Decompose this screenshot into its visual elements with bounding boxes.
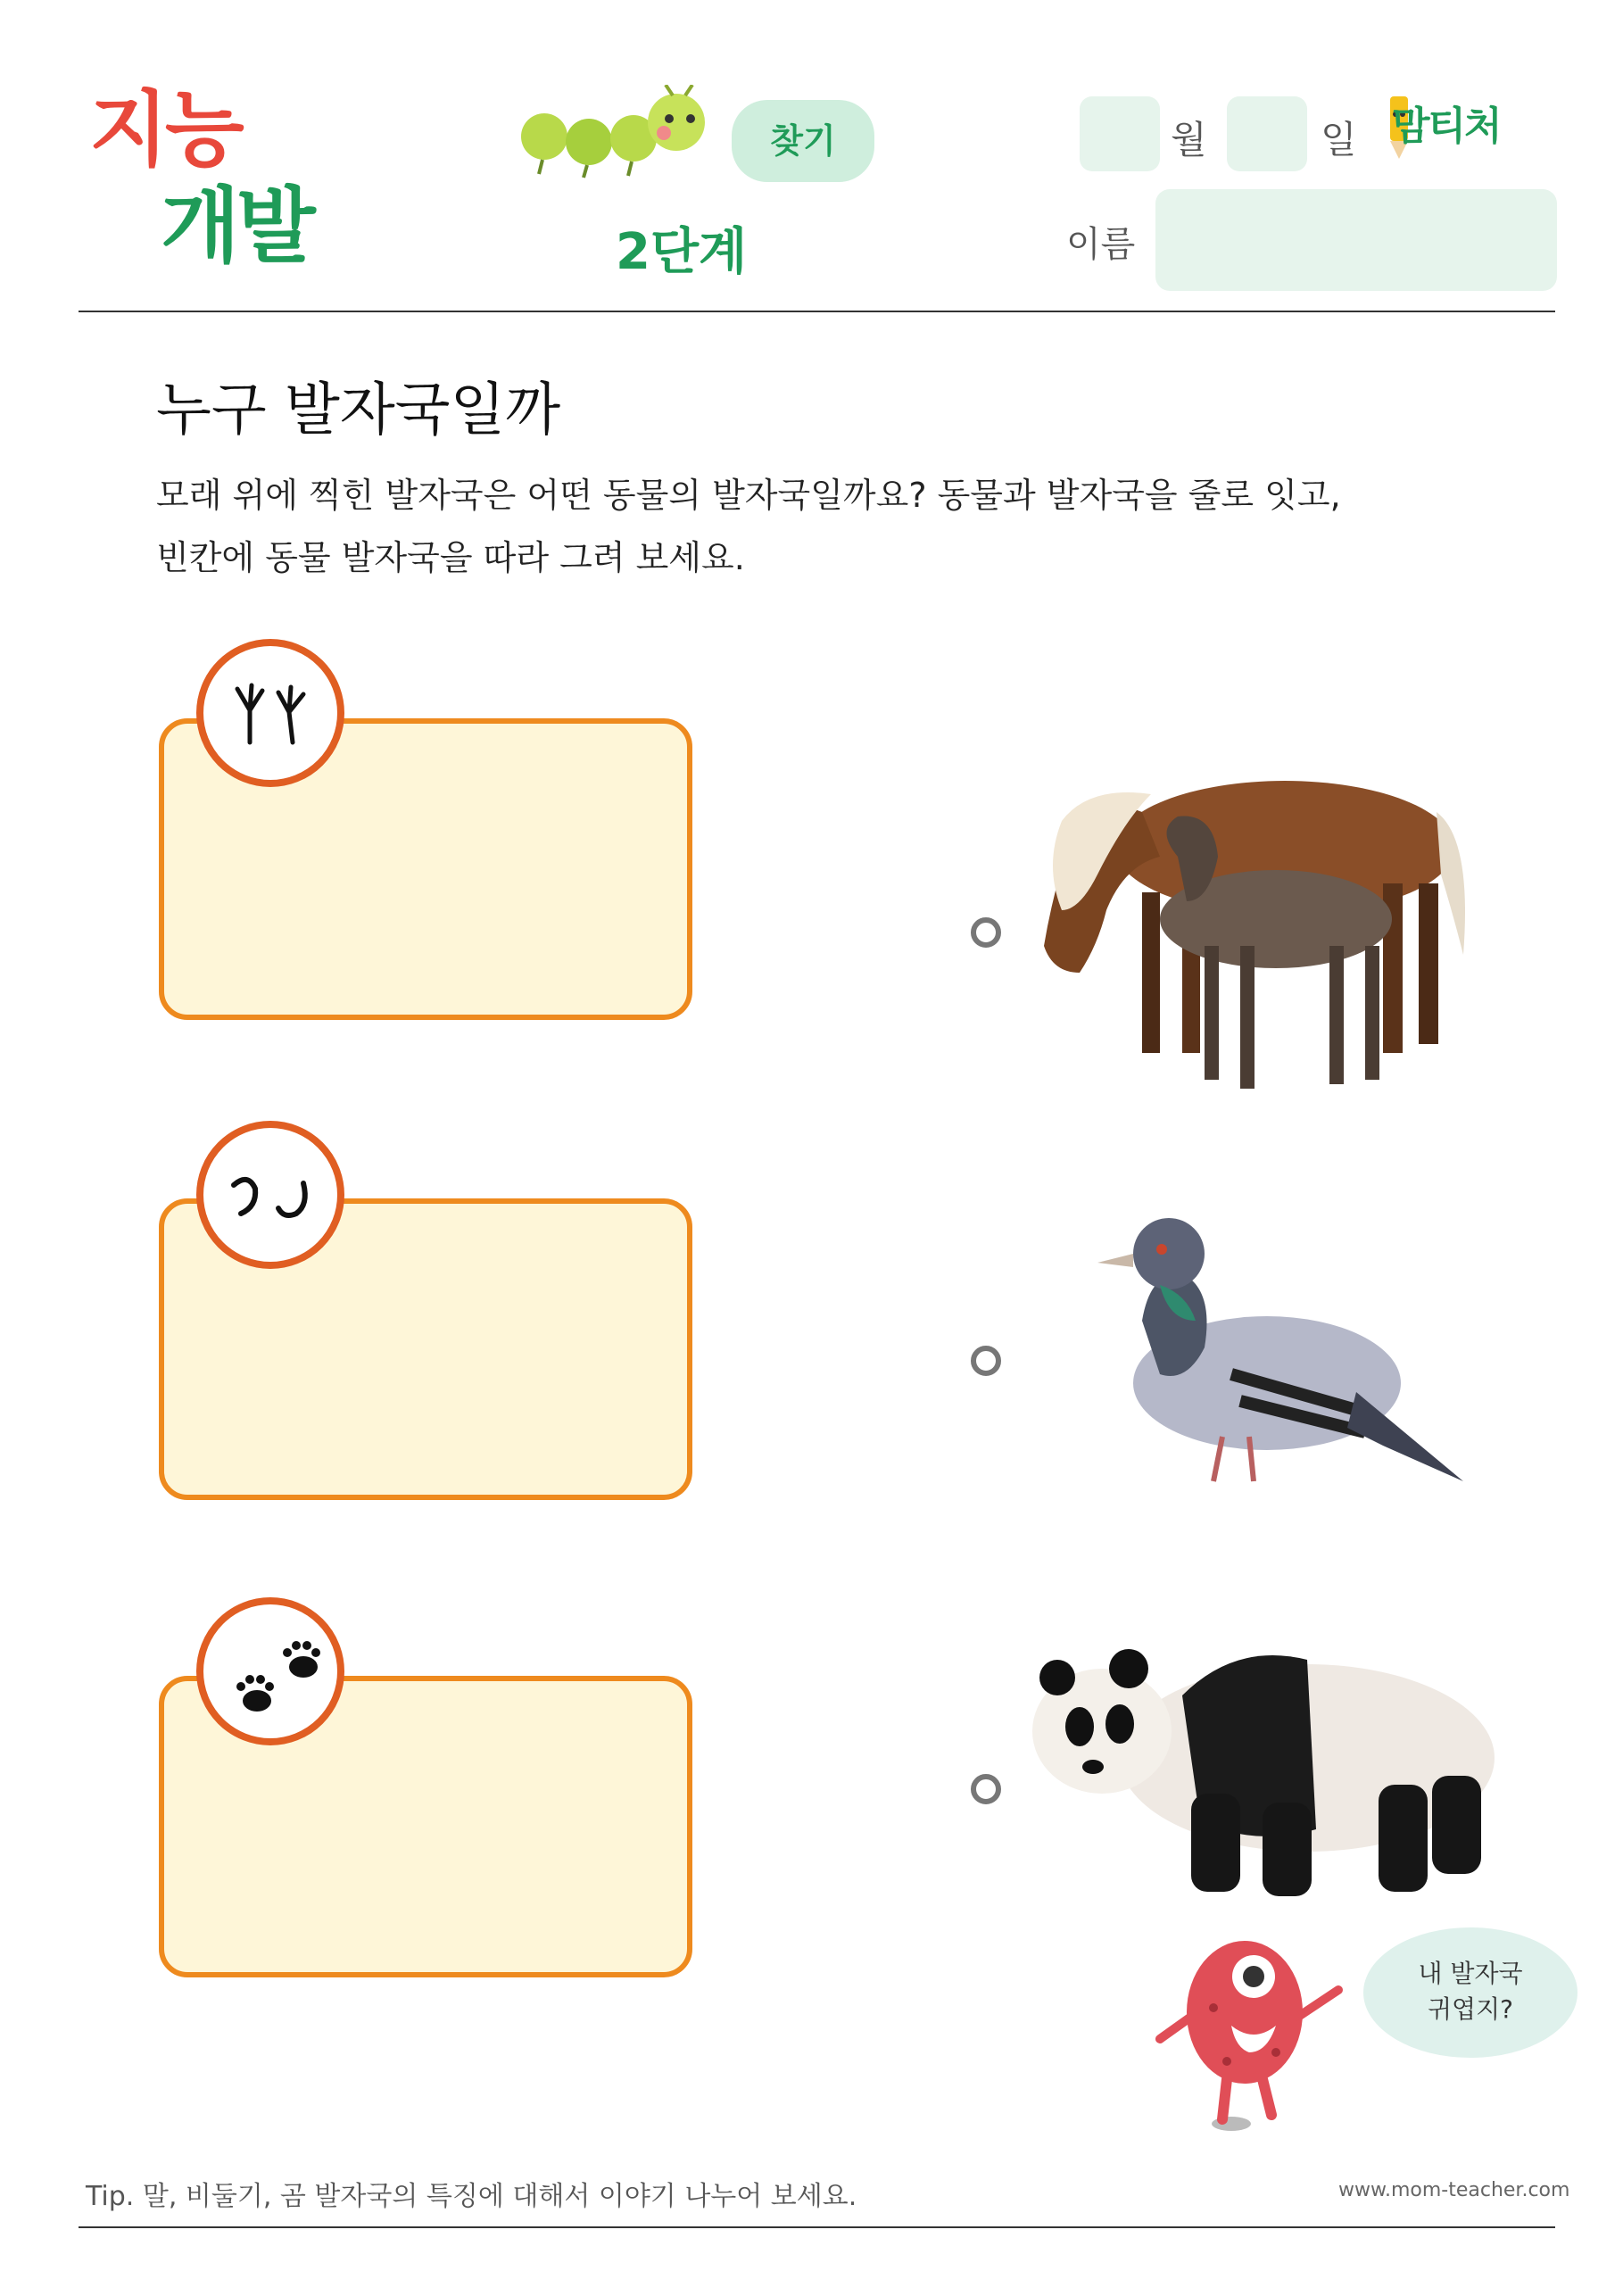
footprint-circle-3: [196, 1597, 344, 1745]
hoof-footprint-icon: [203, 1128, 337, 1262]
name-field[interactable]: [1155, 189, 1557, 291]
footer-website: www.mom-teacher.com: [1338, 2179, 1570, 2201]
speech-line-1: 내 발자국: [1418, 1959, 1523, 1988]
panda-icon: [1022, 1624, 1521, 1910]
logo-line1: 지능: [89, 82, 241, 178]
day-label: 일: [1321, 118, 1357, 162]
red-monster-icon: [1142, 1927, 1356, 2142]
horse-image: [990, 732, 1508, 1107]
brand-logo: 맘티처: [1392, 104, 1501, 149]
category-badge: [732, 100, 874, 182]
page-title: 누구 발자국일까: [156, 377, 561, 443]
mascot: [1142, 1927, 1356, 2145]
connect-dot-pigeon[interactable]: [971, 1346, 1001, 1376]
panda-image: [1022, 1624, 1521, 1910]
header-divider: [79, 311, 1555, 312]
footer-tip: Tip. 말, 비둘기, 곰 발자국의 특징에 대해서 이야기 나누어 보세요.: [86, 2181, 857, 2212]
speech-bubble: [1363, 1927, 1577, 2058]
pigeon-image: [1089, 1214, 1463, 1508]
month-field[interactable]: [1080, 96, 1160, 171]
instruction-line-1: 모래 위에 찍힌 발자국은 어떤 동물의 발자국일까요? 동물과 발자국을 줄로 잇고,: [156, 476, 1341, 515]
horse-icon: [990, 732, 1508, 1107]
caterpillar-icon: [516, 85, 721, 183]
bird-footprint-icon: [203, 646, 337, 780]
logo-line2: 개발: [161, 178, 312, 274]
speech-line-2: 귀엽지?: [1427, 1994, 1513, 2024]
footprint-circle-1: [196, 639, 344, 787]
level-label: 2단계: [616, 223, 748, 281]
connect-dot-panda[interactable]: [971, 1774, 1001, 1804]
pigeon-icon: [1089, 1214, 1463, 1508]
logo: [89, 82, 339, 286]
category-label: 찾기: [770, 121, 836, 161]
footer-divider: [79, 2226, 1555, 2228]
footprint-circle-2: [196, 1121, 344, 1269]
month-label: 월: [1171, 118, 1207, 162]
day-field[interactable]: [1227, 96, 1307, 171]
name-label: 이름: [1066, 224, 1136, 265]
instruction-line-2: 빈칸에 동물 발자국을 따라 그려 보세요.: [156, 538, 745, 577]
paw-footprint-icon: [203, 1604, 337, 1738]
